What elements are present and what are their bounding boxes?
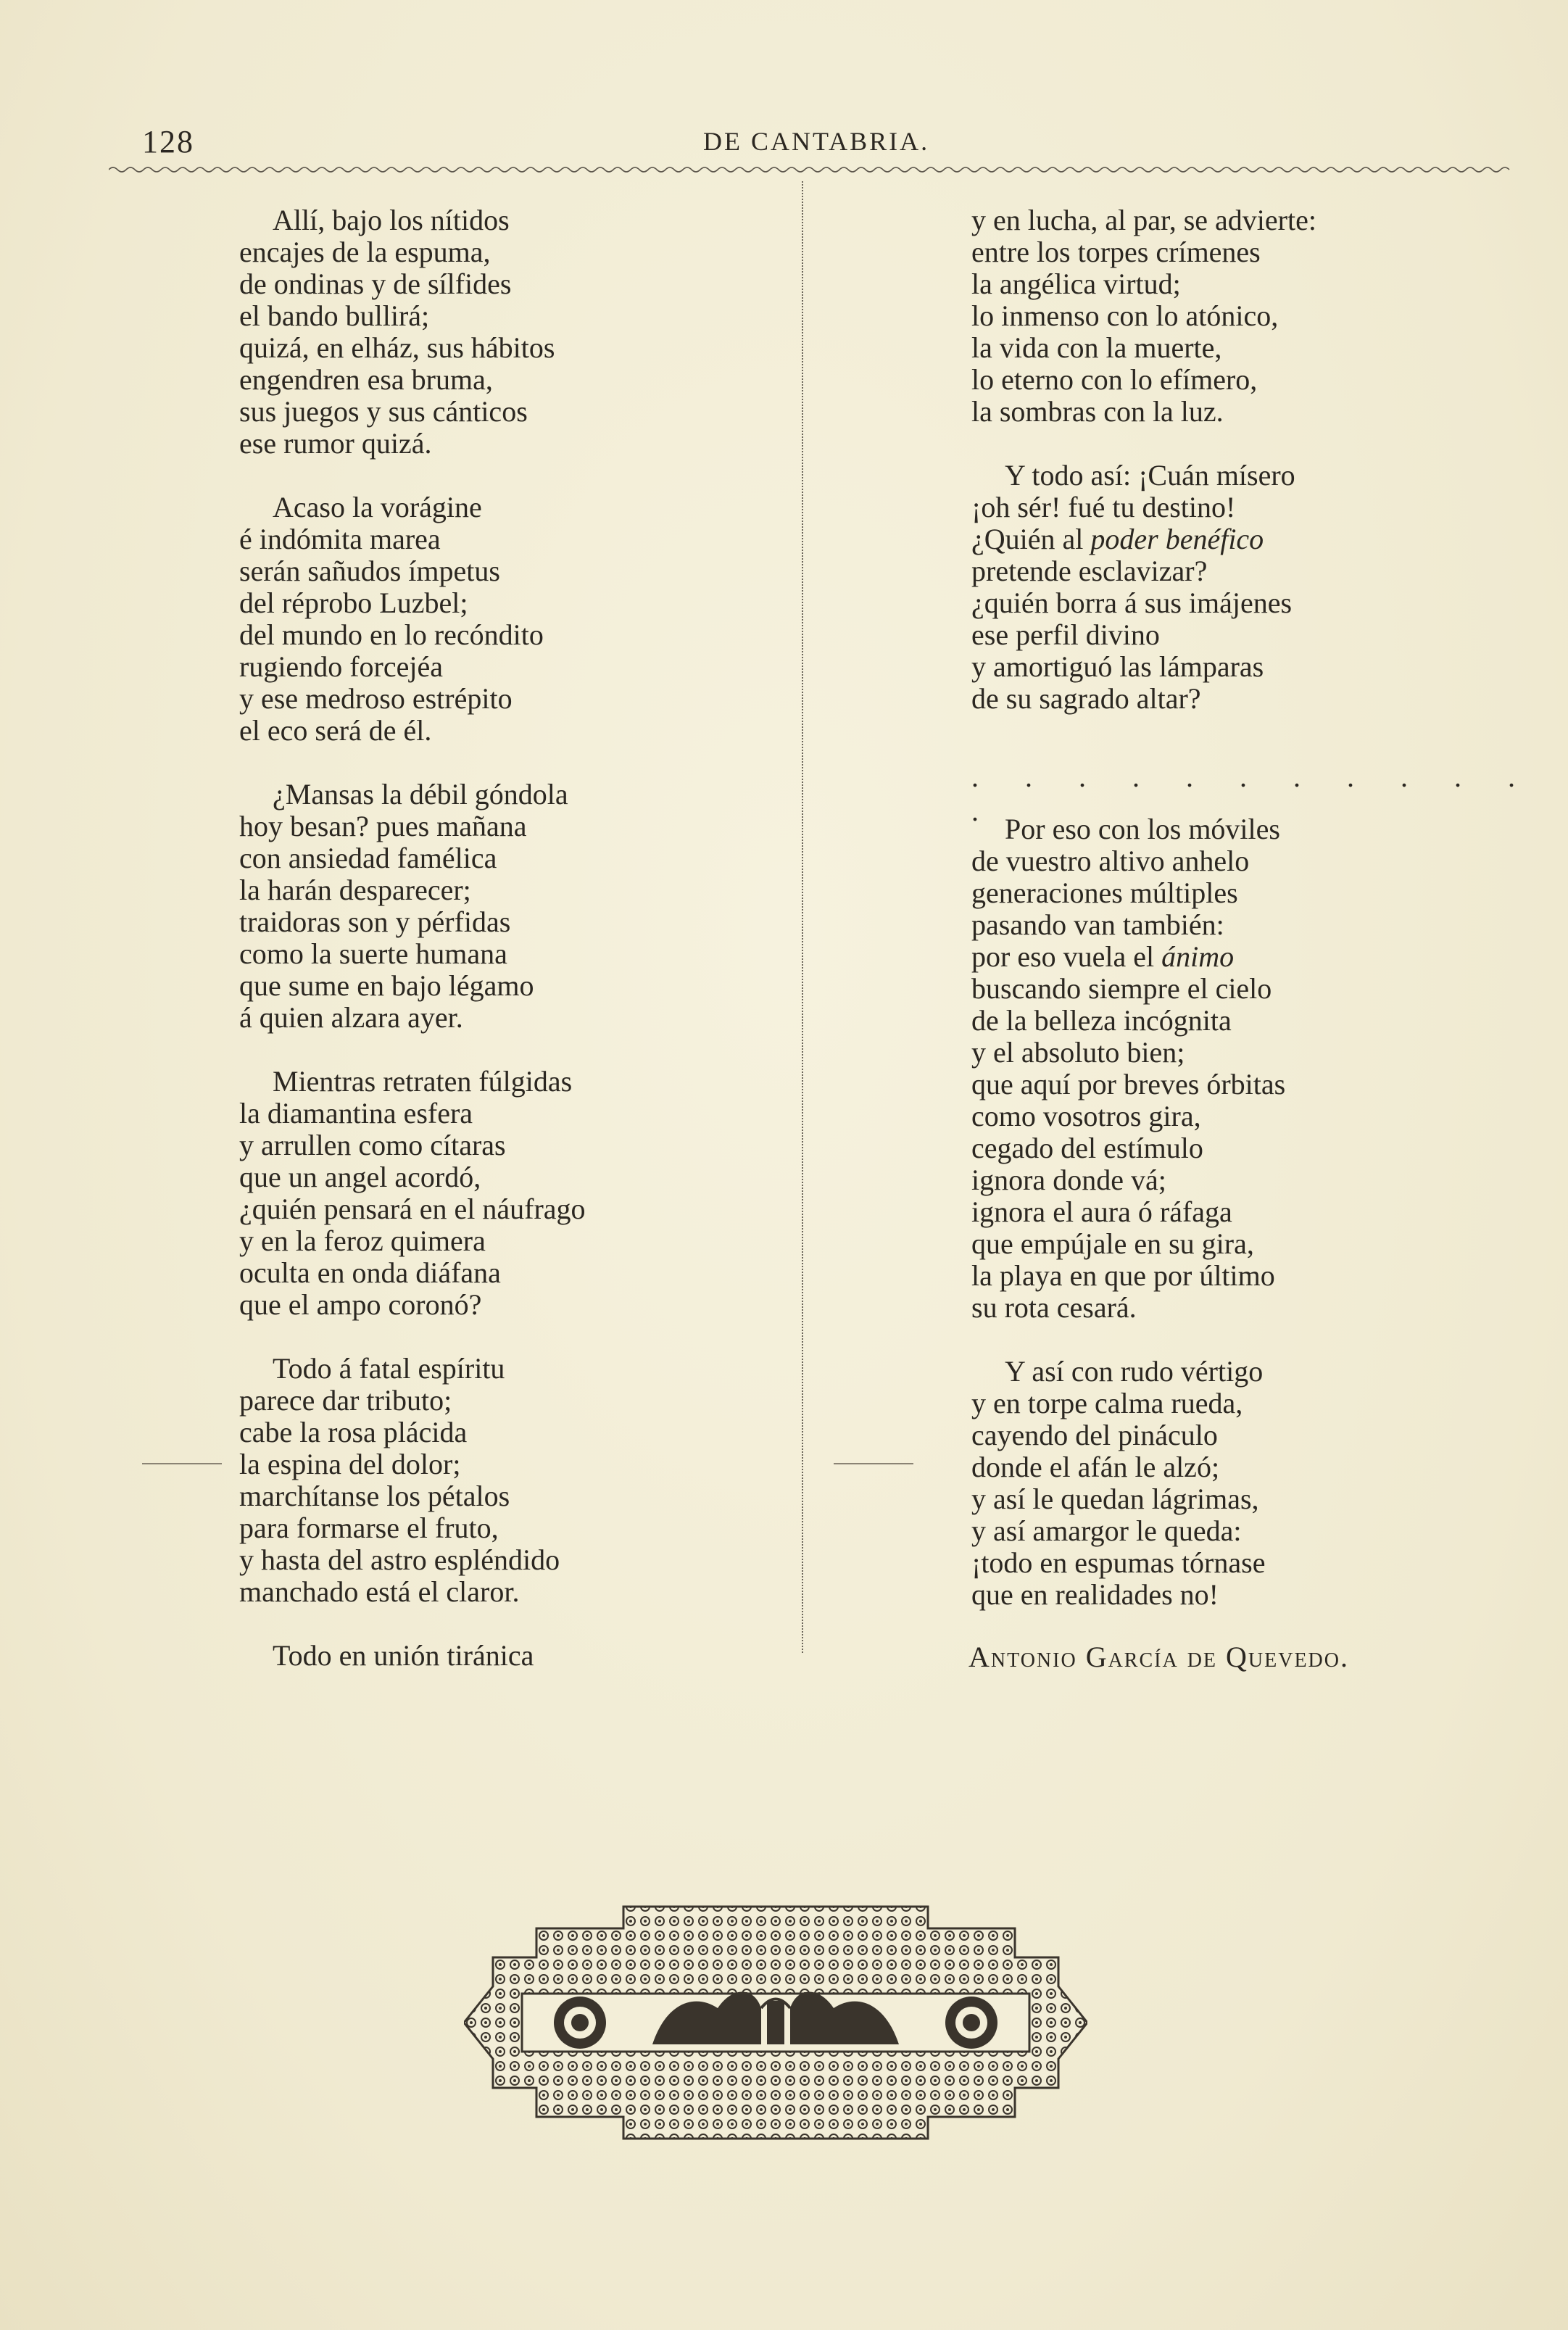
verse-line: que sume en bajo légamo	[239, 969, 534, 1002]
right-column-lower	[971, 813, 1522, 1643]
verse-line: quizá, en elház, sus hábitos	[239, 331, 555, 364]
verse-line: como la suerte humana	[239, 937, 507, 970]
verse-line: lo inmenso con lo atónico,	[971, 299, 1279, 332]
column-divider	[802, 181, 805, 1653]
verse-line: de la belleza incógnita	[971, 1004, 1232, 1037]
stanza	[239, 1353, 790, 1608]
verse-line: y en lucha, al par, se advierte:	[971, 204, 1316, 236]
verse-line: para formarse el fruto,	[239, 1512, 499, 1544]
verse-line: y en la feroz quimera	[239, 1224, 486, 1257]
verse-line: el eco será de él.	[239, 714, 432, 747]
divider-tick-right	[834, 1463, 913, 1464]
verse-line: del mundo en lo recóndito	[239, 618, 544, 651]
divider-tick-left	[142, 1463, 222, 1464]
verse-line: Por eso con los móviles	[1005, 813, 1280, 845]
verse-line: con ansiedad famélica	[239, 842, 497, 874]
stanza	[239, 204, 790, 460]
stanza	[239, 779, 790, 1034]
verse-line: generaciones múltiples	[971, 876, 1238, 909]
verse-line: la harán desparecer;	[239, 874, 471, 906]
verse-line: ¿Mansas la débil góndola	[273, 778, 568, 810]
verse-line: que aquí por breves órbitas	[971, 1068, 1286, 1100]
verse-line: cabe la rosa plácida	[239, 1416, 468, 1448]
verse-line: ¡oh sér! fué tu destino!	[971, 491, 1236, 523]
verse-line: del réprobo Luzbel;	[239, 586, 468, 619]
author-signature: Antonio García de Quevedo.	[968, 1641, 1349, 1673]
italic-phrase: ánimo	[1161, 940, 1235, 973]
verse-line: de ondinas y de sílfides	[239, 268, 512, 300]
running-title: DE CANTABRIA.	[703, 127, 930, 156]
verse-line	[971, 941, 1522, 973]
verse-line: de su sagrado altar?	[971, 682, 1201, 715]
verse-line: ese rumor quizá.	[239, 427, 432, 460]
verse-line: cegado del estímulo	[971, 1132, 1203, 1164]
verse-line: y amortiguó las lámparas	[971, 650, 1264, 683]
verse-line: y ese medroso estrépito	[239, 682, 513, 715]
verse-line: entre los torpes crímenes	[971, 236, 1261, 268]
verse-line: pretende esclavizar?	[971, 555, 1208, 587]
verse-line: la diamantina esfera	[239, 1097, 473, 1129]
verse-line: cayendo del pináculo	[971, 1419, 1218, 1451]
verse-line: que un angel acordó,	[239, 1161, 481, 1193]
verse-line: serán sañudos ímpetus	[239, 555, 500, 587]
left-column	[239, 204, 790, 1704]
verse-line: á quien alzara ayer.	[239, 1001, 463, 1034]
verse-line: engendren esa bruma,	[239, 363, 493, 396]
verse-line: que empújale en su gira,	[971, 1227, 1254, 1260]
verse-line: ¿quién borra á sus imájenes	[971, 586, 1293, 619]
page-header	[0, 123, 1568, 167]
verse-line: y en torpe calma rueda,	[971, 1387, 1243, 1419]
verse-line: pasando van también:	[971, 908, 1224, 941]
verse-line: ese perfil divino	[971, 618, 1160, 651]
verse-line: la sombras con la luz.	[971, 395, 1224, 428]
verse-line: como vosotros gira,	[971, 1100, 1201, 1132]
verse-line: rugiendo forcejéa	[239, 650, 443, 683]
stanza	[239, 1066, 790, 1321]
verse-line: Todo en unión tiránica	[273, 1639, 534, 1672]
verse-line: y hasta del astro espléndido	[239, 1543, 560, 1576]
verse-line: donde el afán le alzó;	[971, 1451, 1220, 1483]
stanza	[239, 1640, 790, 1672]
right-column	[971, 204, 1522, 747]
verse-line: manchado está el claror.	[239, 1575, 520, 1608]
verse-line: la angélica virtud;	[971, 268, 1181, 300]
verse-line: Y todo así: ¡Cuán mísero	[1005, 459, 1295, 492]
verse-line: ¡todo en espumas tórnase	[971, 1546, 1266, 1579]
verse-line: ignora el aura ó ráfaga	[971, 1195, 1232, 1228]
verse-line: oculta en onda diáfana	[239, 1256, 501, 1289]
verse-line: Allí, bajo los nítidos	[273, 204, 510, 236]
wavy-rule-icon	[109, 164, 1511, 175]
verse-line: su rota cesará.	[971, 1291, 1137, 1324]
verse-line: Acaso la vorágine	[273, 491, 482, 523]
italic-phrase: poder benéfico	[1090, 523, 1264, 555]
stanza	[239, 492, 790, 747]
verse-line: ignora donde vá;	[971, 1164, 1166, 1196]
verse-line: Todo á fatal espíritu	[273, 1352, 505, 1385]
verse-line: Y así con rudo vértigo	[1005, 1355, 1264, 1388]
verse-line: y arrullen como cítaras	[239, 1129, 506, 1161]
verse-line: y el absoluto bien;	[971, 1036, 1185, 1069]
page-number: 128	[142, 124, 194, 159]
verse-line: sus juegos y sus cánticos	[239, 395, 528, 428]
decorative-tailpiece-icon	[464, 1899, 1087, 2146]
verse-line: la espina del dolor;	[239, 1448, 461, 1480]
verse-line: que el ampo coronó?	[239, 1288, 482, 1321]
verse-line: ¿quién pensará en el náufrago	[239, 1193, 586, 1225]
verse-line: de vuestro altivo anhelo	[971, 845, 1250, 877]
verse-line: é indómita marea	[239, 523, 441, 555]
verse-line: marchítanse los pétalos	[239, 1480, 510, 1512]
verse-line: traidoras son y pérfidas	[239, 905, 511, 938]
verse-line: hoy besan? pues mañana	[239, 810, 527, 842]
stanza	[971, 813, 1522, 1324]
verse-line: que en realidades no!	[971, 1578, 1219, 1611]
verse-line: el bando bullirá;	[239, 299, 430, 332]
verse-text: por eso vuela el	[971, 940, 1162, 973]
verse-line: y así amargor le queda:	[971, 1514, 1242, 1547]
verse-line: encajes de la espuma,	[239, 236, 491, 268]
verse-line	[971, 523, 1522, 555]
stanza	[971, 204, 1522, 428]
verse-line: lo eterno con lo efímero,	[971, 363, 1258, 396]
verse-line: y así le quedan lágrimas,	[971, 1483, 1259, 1515]
verse-line: Mientras retraten fúlgidas	[273, 1065, 573, 1098]
stanza	[971, 1356, 1522, 1611]
verse-text: ¿Quién al	[971, 523, 1091, 555]
verse-line: parece dar tributo;	[239, 1384, 452, 1417]
stanza	[971, 460, 1522, 715]
verse-line: la vida con la muerte,	[971, 331, 1222, 364]
verse-line: buscando siempre el cielo	[971, 972, 1272, 1005]
ellipsis-row: . . . . . . . . . . . .	[971, 760, 1535, 827]
verse-line: la playa en que por último	[971, 1259, 1275, 1292]
